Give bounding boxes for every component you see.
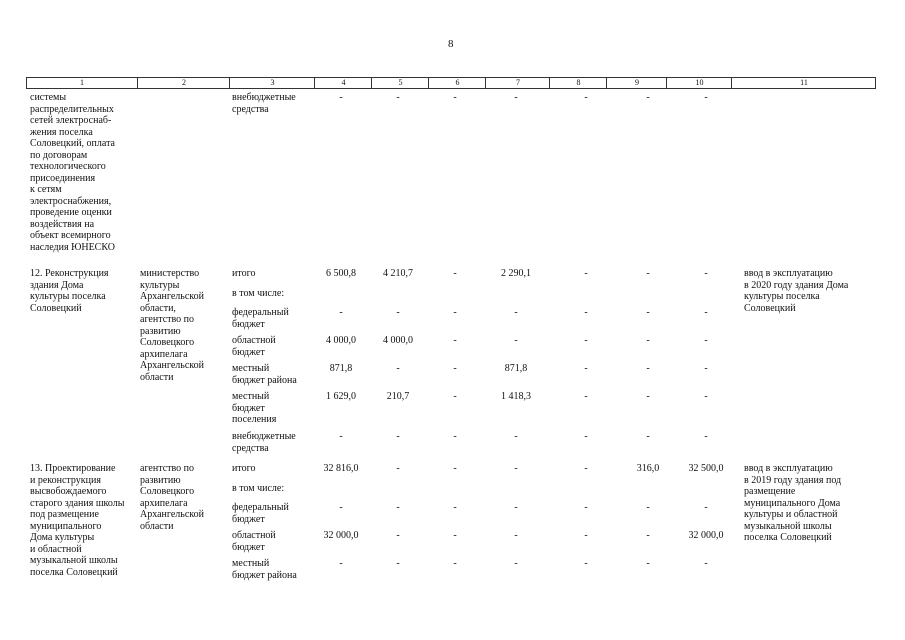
value-cell: - bbox=[514, 307, 518, 318]
value-cell: - bbox=[453, 431, 457, 442]
row12-result: ввод в эксплуатацию в 2020 году здания Дома культуры поселка Соловецкий bbox=[744, 268, 849, 314]
value-cell: - bbox=[453, 502, 457, 513]
header-cell: 10 bbox=[666, 78, 732, 88]
row13-result: ввод в эксплуатацию в 2019 году здания под размещение муниципального Дома культуры и областной музыкальной школы поселка Соловецкий bbox=[744, 463, 842, 543]
value-cell: - bbox=[396, 530, 400, 541]
header-cell: 7 bbox=[485, 78, 550, 88]
value-cell: - bbox=[339, 558, 343, 569]
value-cell: 1 418,3 bbox=[501, 391, 531, 402]
value-cell: - bbox=[584, 558, 588, 569]
value-cell: - bbox=[396, 92, 400, 103]
value-cell: 2 290,1 bbox=[501, 268, 531, 279]
value-cell: - bbox=[646, 558, 650, 569]
value-cell: - bbox=[339, 502, 343, 513]
row12-line-label: местный бюджет района bbox=[232, 363, 297, 386]
header-cell: 5 bbox=[371, 78, 429, 88]
value-cell: - bbox=[646, 431, 650, 442]
value-cell: 32 500,0 bbox=[688, 463, 724, 474]
value-cell: - bbox=[339, 431, 343, 442]
value-cell: - bbox=[646, 268, 650, 279]
value-cell: 316,0 bbox=[636, 463, 660, 474]
row13-executor: агентство по развитию Соловецкого архипелага Архангельской области bbox=[140, 463, 204, 532]
value-cell: - bbox=[514, 335, 518, 346]
row13-line-label: местный бюджет района bbox=[232, 558, 297, 581]
value-cell: - bbox=[453, 391, 457, 402]
header-cell: 4 bbox=[314, 78, 372, 88]
value-cell: - bbox=[704, 307, 708, 318]
value-cell: - bbox=[514, 92, 518, 103]
value-cell: - bbox=[584, 391, 588, 402]
value-cell: 4 000,0 bbox=[326, 335, 356, 346]
row12-line-label: федеральный бюджет bbox=[232, 307, 289, 330]
value-cell: 32 000,0 bbox=[688, 530, 724, 541]
value-cell: 32 000,0 bbox=[323, 530, 359, 541]
value-cell: - bbox=[396, 463, 400, 474]
value-cell: - bbox=[646, 391, 650, 402]
value-cell: - bbox=[339, 92, 343, 103]
header-cell: 2 bbox=[137, 78, 230, 88]
value-cell: - bbox=[514, 502, 518, 513]
value-cell: 871,8 bbox=[329, 363, 353, 374]
value-cell: 4 210,7 bbox=[383, 268, 413, 279]
row13-line-label: итого bbox=[232, 463, 256, 474]
value-cell: - bbox=[646, 530, 650, 541]
value-cell: - bbox=[646, 502, 650, 513]
row13-line-label: федеральный бюджет bbox=[232, 502, 289, 525]
value-cell: - bbox=[453, 363, 457, 374]
row12-line-label: итого bbox=[232, 268, 256, 279]
value-cell: - bbox=[453, 530, 457, 541]
row12-description: 12. Реконструкция здания Дома культуры поселка Соловецкий bbox=[30, 268, 109, 314]
value-cell: - bbox=[584, 530, 588, 541]
value-cell: - bbox=[584, 92, 588, 103]
value-cell: - bbox=[514, 530, 518, 541]
value-cell: - bbox=[584, 502, 588, 513]
value-cell: - bbox=[396, 431, 400, 442]
value-cell: - bbox=[396, 307, 400, 318]
value-cell: - bbox=[453, 463, 457, 474]
value-cell: - bbox=[453, 307, 457, 318]
value-cell: - bbox=[584, 335, 588, 346]
row13-line-label: в том числе: bbox=[232, 483, 285, 494]
value-cell: 32 816,0 bbox=[323, 463, 359, 474]
page-number: 8 bbox=[448, 38, 454, 50]
value-cell: - bbox=[514, 558, 518, 569]
value-cell: - bbox=[584, 431, 588, 442]
value-cell: - bbox=[704, 431, 708, 442]
value-cell: - bbox=[646, 92, 650, 103]
value-cell: - bbox=[646, 363, 650, 374]
value-cell: - bbox=[704, 92, 708, 103]
value-cell: 6 500,8 bbox=[326, 268, 356, 279]
row-continuation-description: системы распределительных сетей электроснаб- жения поселка Соловецкий, оплата по договорам технологического присоединения к сетям электроснабжения, проведение оценки воздействия на объект всемирного наследия ЮНЕСКО bbox=[30, 92, 115, 253]
value-cell: 1 629,0 bbox=[326, 391, 356, 402]
value-cell: - bbox=[396, 558, 400, 569]
value-cell: - bbox=[704, 363, 708, 374]
header-cell: 6 bbox=[428, 78, 486, 88]
value-cell: - bbox=[704, 268, 708, 279]
value-cell: - bbox=[584, 363, 588, 374]
header-cell: 11 bbox=[731, 78, 876, 88]
header-cell: 3 bbox=[229, 78, 315, 88]
row12-line-label: в том числе: bbox=[232, 288, 285, 299]
row12-line-label: внебюджетные средства bbox=[232, 431, 296, 454]
value-cell: - bbox=[514, 463, 518, 474]
row12-executor: министерство культуры Архангельской области, агентство по развитию Соловецкого архипелага Архангельской области bbox=[140, 268, 204, 383]
value-cell: - bbox=[704, 502, 708, 513]
value-cell: - bbox=[396, 363, 400, 374]
value-cell: - bbox=[704, 558, 708, 569]
header-cell: 8 bbox=[549, 78, 607, 88]
value-cell: - bbox=[704, 391, 708, 402]
header-cell: 1 bbox=[80, 78, 84, 87]
row12-line-label: областной бюджет bbox=[232, 335, 276, 358]
header-cell: 9 bbox=[606, 78, 667, 88]
value-cell: - bbox=[453, 558, 457, 569]
table-header-row bbox=[26, 77, 876, 89]
value-cell: - bbox=[339, 307, 343, 318]
value-cell: - bbox=[514, 431, 518, 442]
row12-line-label: местный бюджет поселения bbox=[232, 391, 277, 425]
row13-line-label: областной бюджет bbox=[232, 530, 276, 553]
value-cell: 871,8 bbox=[504, 363, 528, 374]
value-cell: - bbox=[396, 502, 400, 513]
value-cell: - bbox=[453, 92, 457, 103]
value-cell: 4 000,0 bbox=[383, 335, 413, 346]
row13-description: 13. Проектирование и реконструкция высвобождаемого старого здания школы под размещение муниципального Дома культуры и областной музыкальной школы поселка Соловецкий bbox=[30, 463, 125, 578]
value-cell: - bbox=[646, 335, 650, 346]
value-cell: - bbox=[704, 335, 708, 346]
value-cell: - bbox=[453, 268, 457, 279]
value-cell: 210,7 bbox=[386, 391, 410, 402]
value-cell: - bbox=[584, 268, 588, 279]
value-cell: - bbox=[584, 307, 588, 318]
value-cell: - bbox=[453, 335, 457, 346]
value-cell: - bbox=[584, 463, 588, 474]
row-continuation-source: внебюджетные средства bbox=[232, 92, 296, 115]
value-cell: - bbox=[646, 307, 650, 318]
